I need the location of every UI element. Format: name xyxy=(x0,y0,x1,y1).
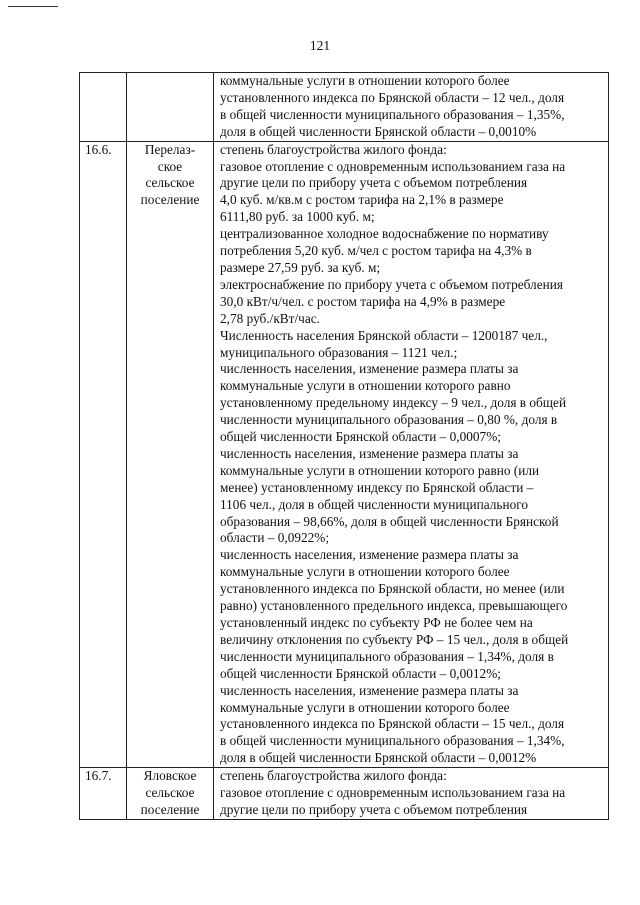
description-line: установленного индекса по Брянской области, но менее (или xyxy=(220,581,565,597)
description-line: установленному предельному индексу – 9 чел., доля в общей xyxy=(220,395,567,411)
settlement-name-line: Перелаз- xyxy=(144,141,196,157)
settlement-name-line: сельское xyxy=(145,175,195,191)
description-line: доля в общей численности Брянской области – 0,0010% xyxy=(220,123,537,139)
description-line: установленного индекса по Брянской области – 12 чел., доля xyxy=(220,89,565,105)
description-line: 2,78 руб./кВт/час. xyxy=(220,310,320,326)
description-line: доля в общей численности Брянской области – 0,0012% xyxy=(220,750,537,766)
description-line: установленный индекс по субъекту РФ не более чем на xyxy=(220,615,533,630)
settlement-name-line: поселение xyxy=(140,801,200,817)
description-line: численность населения, изменение размера платы за xyxy=(220,547,519,563)
description-line: Численность населения Брянской области – 1200187 чел., xyxy=(220,327,548,343)
description-line: в общей численности муниципального образования – 1,35%, xyxy=(220,106,565,122)
description-line: коммунальные услуги в отношении которого равно xyxy=(220,378,511,394)
description-line: равно) установленного предельного индекса, превышающего xyxy=(220,598,568,614)
description-line: другие цели по прибору учета с объемом потребления xyxy=(220,801,528,817)
row-number: 16.7. xyxy=(85,768,112,784)
description-line: степень благоустройства жилого фонда: xyxy=(220,141,447,157)
row-number-cell xyxy=(80,141,127,768)
description-line: 4,0 куб. м/кв.м с ростом тарифа на 2,1% в размере xyxy=(220,192,504,208)
description-line: менее) установленному индексу по Брянской области – xyxy=(220,479,534,495)
description-line: численности муниципального образования – 0,80 %, доля в xyxy=(220,412,558,428)
row-number-cell xyxy=(80,73,127,142)
settlement-name-cell xyxy=(127,141,214,768)
row-number: 16.6. xyxy=(85,141,112,157)
table-row xyxy=(80,73,609,142)
description-line: области – 0,0922%; xyxy=(220,530,330,546)
scan-corner-mark xyxy=(8,6,58,7)
description-line: образования – 98,66%, доля в общей численности Брянской xyxy=(220,513,559,529)
description-line: численность населения, изменение размера платы за xyxy=(220,361,519,377)
description-line: потребления 5,20 куб. м/чел с ростом тарифа на 4,3% в xyxy=(220,243,532,259)
description-line: общей численности Брянской области – 0,0012%; xyxy=(220,665,501,681)
table-body xyxy=(80,73,609,820)
description-line: централизованное холодное водоснабжение по нормативу xyxy=(220,226,549,242)
description-line: другие цели по прибору учета с объемом потребления xyxy=(220,175,528,191)
description-line: газовое отопление с одновременным использованием газа на xyxy=(220,158,566,174)
row-number-cell xyxy=(80,768,127,820)
description-line: электроснабжение по прибору учета с объемом потребления xyxy=(220,276,563,292)
settlement-name-line: поселение xyxy=(140,192,200,208)
description-line: общей численности Брянской области – 0,0007%; xyxy=(220,429,501,445)
description-line: 1106 чел., доля в общей численности муниципального xyxy=(220,496,529,512)
description-line: численность населения, изменение размера платы за xyxy=(220,682,519,698)
description-cell xyxy=(214,768,609,820)
settlement-name-line: ское xyxy=(157,158,183,174)
description-line: 6111,80 руб. за 1000 куб. м; xyxy=(220,209,375,225)
settlement-name-line: Яловское xyxy=(143,768,197,784)
description-line: муниципального образования – 1121 чел.; xyxy=(220,344,458,360)
page-number: 121 xyxy=(309,38,331,53)
settlement-name-cell xyxy=(127,768,214,820)
description-line: численность населения, изменение размера платы за xyxy=(220,445,519,461)
description-line: установленного индекса по Брянской области – 15 чел., доля xyxy=(220,716,565,732)
description-line: в общей численности муниципального образования – 1,34%, xyxy=(220,733,565,749)
description-line: коммунальные услуги в отношении которого более xyxy=(220,564,510,580)
description-cell xyxy=(214,141,609,768)
description-line: газовое отопление с одновременным использованием газа на xyxy=(220,785,566,801)
description-line: 30,0 кВт/ч/чел. с ростом тарифа на 4,9% в размере xyxy=(220,293,506,309)
description-line: степень благоустройства жилого фонда: xyxy=(220,768,447,784)
description-line: коммунальные услуги в отношении которого равно (или xyxy=(220,462,540,478)
settlement-name-line: сельское xyxy=(145,785,195,801)
table-row xyxy=(80,141,609,768)
description-line: коммунальные услуги в отношении которого более xyxy=(220,699,510,715)
description-line: коммунальные услуги в отношении которого более xyxy=(220,73,510,88)
data-table xyxy=(79,72,609,820)
settlement-name-cell xyxy=(127,73,214,142)
description-cell xyxy=(214,73,609,142)
description-line: численности муниципального образования – 1,34%, доля в xyxy=(220,648,554,664)
description-line: размере 27,59 руб. за куб. м; xyxy=(220,259,381,275)
description-line: величину отклонения по субъекту РФ – 15 чел., доля в общей xyxy=(220,631,569,647)
table-row xyxy=(80,768,609,820)
